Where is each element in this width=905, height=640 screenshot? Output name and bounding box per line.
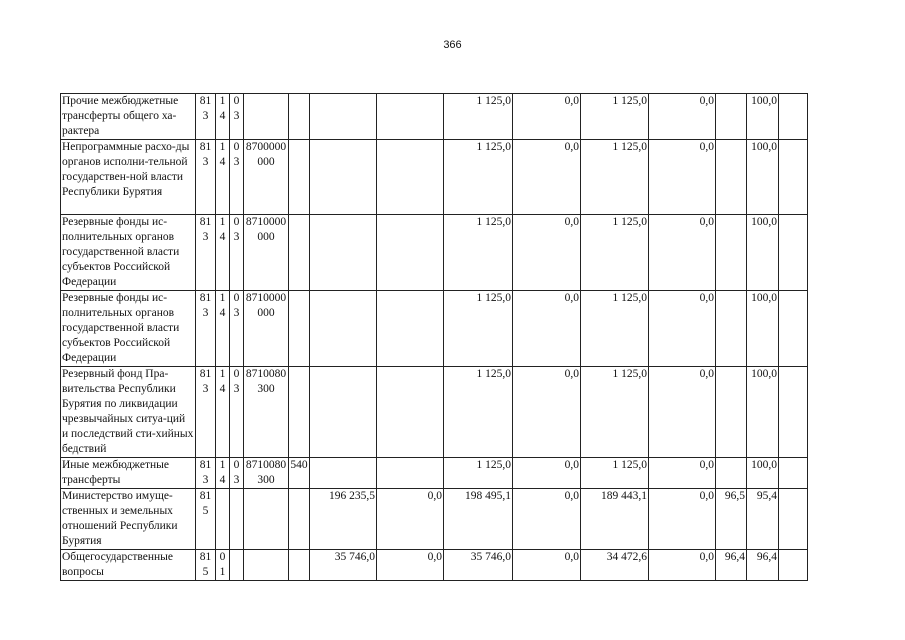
value-col-5: 1 125,0 [581, 291, 649, 367]
percent-col-2: 100,0 [747, 367, 779, 458]
value-col-1 [310, 458, 377, 489]
value-col-4: 0,0 [513, 367, 581, 458]
value-col-3: 1 125,0 [444, 94, 513, 140]
value-col-6: 0,0 [649, 140, 716, 215]
subsection-code: 03 [230, 140, 244, 215]
target-item-code [244, 94, 289, 140]
table-row [61, 140, 808, 215]
value-col-6: 0,0 [649, 458, 716, 489]
expense-type-code [289, 94, 310, 140]
admin-code: 813 [196, 291, 216, 367]
section-code: 14 [216, 367, 230, 458]
value-col-1: 35 746,0 [310, 550, 377, 581]
table-row [61, 367, 808, 458]
value-col-4: 0,0 [513, 94, 581, 140]
value-col-3: 198 495,1 [444, 489, 513, 550]
value-col-6: 0,0 [649, 291, 716, 367]
value-col-6: 0,0 [649, 550, 716, 581]
admin-code: 813 [196, 215, 216, 291]
target-item-code: 8710080300 [244, 367, 289, 458]
admin-code: 813 [196, 140, 216, 215]
target-item-code: 8710000000 [244, 291, 289, 367]
row-name: Резервные фонды ис-полнительных органов государственной власти субъектов Российской Федерации [61, 215, 196, 291]
value-col-6: 0,0 [649, 94, 716, 140]
value-col-2 [377, 140, 444, 215]
value-col-4: 0,0 [513, 140, 581, 215]
value-col-5: 34 472,6 [581, 550, 649, 581]
extra-col [779, 291, 808, 367]
target-item-code: 8700000000 [244, 140, 289, 215]
row-name: Общегосударственные вопросы [61, 550, 196, 581]
expense-type-code [289, 550, 310, 581]
section-code: 14 [216, 458, 230, 489]
percent-col-1 [716, 367, 747, 458]
percent-col-2: 100,0 [747, 215, 779, 291]
value-col-3: 35 746,0 [444, 550, 513, 581]
section-code [216, 489, 230, 550]
target-item-code: 8710000000 [244, 215, 289, 291]
expense-type-code [289, 489, 310, 550]
target-item-code: 8710080300 [244, 458, 289, 489]
percent-col-1: 96,5 [716, 489, 747, 550]
row-name: Непрограммные расхо-ды органов исполни-тельной государствен-ной власти Республики Бурятия [61, 140, 196, 215]
value-col-3: 1 125,0 [444, 291, 513, 367]
extra-col [779, 140, 808, 215]
extra-col [779, 550, 808, 581]
value-col-4: 0,0 [513, 215, 581, 291]
section-code: 14 [216, 291, 230, 367]
value-col-4: 0,0 [513, 550, 581, 581]
value-col-5: 189 443,1 [581, 489, 649, 550]
percent-col-2: 96,4 [747, 550, 779, 581]
value-col-5: 1 125,0 [581, 140, 649, 215]
extra-col [779, 94, 808, 140]
admin-code: 815 [196, 489, 216, 550]
subsection-code: 03 [230, 94, 244, 140]
value-col-5: 1 125,0 [581, 94, 649, 140]
value-col-5: 1 125,0 [581, 367, 649, 458]
budget-table [60, 93, 808, 581]
percent-col-1: 96,4 [716, 550, 747, 581]
value-col-3: 1 125,0 [444, 215, 513, 291]
value-col-1 [310, 215, 377, 291]
value-col-4: 0,0 [513, 291, 581, 367]
subsection-code: 03 [230, 458, 244, 489]
value-col-2 [377, 94, 444, 140]
row-name: Резервные фонды ис-полнительных органов государственной власти субъектов Российской Федерации [61, 291, 196, 367]
value-col-1 [310, 94, 377, 140]
value-col-1: 196 235,5 [310, 489, 377, 550]
value-col-2 [377, 458, 444, 489]
value-col-2 [377, 367, 444, 458]
extra-col [779, 458, 808, 489]
value-col-5: 1 125,0 [581, 215, 649, 291]
row-name: Прочие межбюджетные трансферты общего ха-рактера [61, 94, 196, 140]
value-col-3: 1 125,0 [444, 367, 513, 458]
admin-code: 813 [196, 367, 216, 458]
percent-col-2: 100,0 [747, 458, 779, 489]
row-name: Министерство имуще-ственных и земельных отношений Республики Бурятия [61, 489, 196, 550]
table-row [61, 489, 808, 550]
value-col-1 [310, 140, 377, 215]
table-row [61, 458, 808, 489]
percent-col-1 [716, 291, 747, 367]
value-col-6: 0,0 [649, 215, 716, 291]
percent-col-1 [716, 458, 747, 489]
expense-type-code [289, 140, 310, 215]
value-col-6: 0,0 [649, 489, 716, 550]
expense-type-code [289, 367, 310, 458]
expense-type-code: 540 [289, 458, 310, 489]
value-col-4: 0,0 [513, 489, 581, 550]
extra-col [779, 215, 808, 291]
admin-code: 815 [196, 550, 216, 581]
subsection-code [230, 550, 244, 581]
value-col-1 [310, 367, 377, 458]
value-col-2: 0,0 [377, 550, 444, 581]
percent-col-2: 100,0 [747, 140, 779, 215]
section-code: 14 [216, 94, 230, 140]
extra-col [779, 489, 808, 550]
section-code: 14 [216, 140, 230, 215]
percent-col-2: 95,4 [747, 489, 779, 550]
table-row [61, 291, 808, 367]
extra-col [779, 367, 808, 458]
percent-col-1 [716, 94, 747, 140]
subsection-code [230, 489, 244, 550]
percent-col-1 [716, 215, 747, 291]
value-col-5: 1 125,0 [581, 458, 649, 489]
value-col-6: 0,0 [649, 367, 716, 458]
table-row [61, 215, 808, 291]
admin-code: 813 [196, 458, 216, 489]
percent-col-2: 100,0 [747, 94, 779, 140]
target-item-code [244, 489, 289, 550]
row-name: Резервный фонд Пра-вительства Республики Бурятия по ликвидации чрезвычайных ситуа-ций и последствий сти-хийных бедствий [61, 367, 196, 458]
expense-type-code [289, 291, 310, 367]
value-col-2: 0,0 [377, 489, 444, 550]
table-row [61, 550, 808, 581]
expense-type-code [289, 215, 310, 291]
section-code: 01 [216, 550, 230, 581]
target-item-code [244, 550, 289, 581]
subsection-code: 03 [230, 291, 244, 367]
subsection-code: 03 [230, 215, 244, 291]
value-col-2 [377, 291, 444, 367]
value-col-3: 1 125,0 [444, 140, 513, 215]
table-row [61, 94, 808, 140]
value-col-2 [377, 215, 444, 291]
subsection-code: 03 [230, 367, 244, 458]
admin-code: 813 [196, 94, 216, 140]
value-col-3: 1 125,0 [444, 458, 513, 489]
section-code: 14 [216, 215, 230, 291]
row-name: Иные межбюджетные трансферты [61, 458, 196, 489]
percent-col-2: 100,0 [747, 291, 779, 367]
value-col-1 [310, 291, 377, 367]
page-number: 366 [443, 39, 462, 51]
percent-col-1 [716, 140, 747, 215]
value-col-4: 0,0 [513, 458, 581, 489]
